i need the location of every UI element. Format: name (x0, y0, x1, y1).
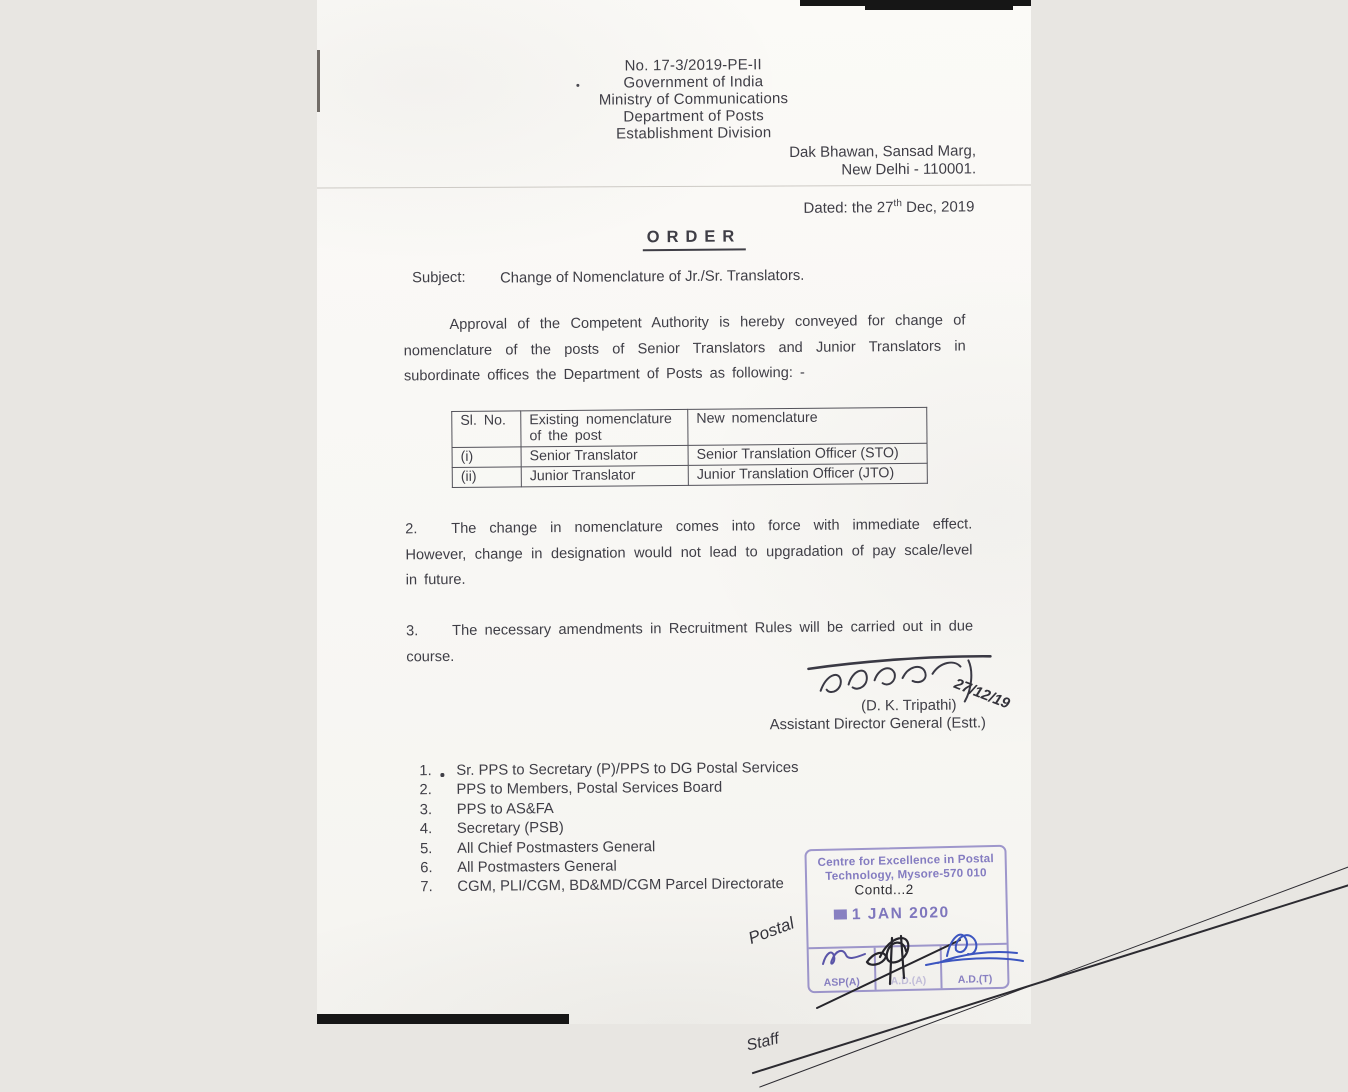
continuation-note: Contd...2 (854, 881, 914, 898)
list-item-text: CGM, PLI/CGM, BD&MD/CGM Parcel Directorate (457, 876, 784, 896)
signatory-title: Assistant Director General (Estt.) (769, 715, 987, 734)
org-line-3: Department of Posts (623, 107, 764, 126)
letter-date-prefix: Dated: the 27 (803, 199, 894, 217)
order-heading-wrap (643, 227, 746, 247)
list-item-number: 6. (420, 860, 433, 877)
paragraph-1: Approval of the Competent Authority is hereby conveyed for change of nomenclature of the posts of Senior Translators and Junior Translators in subordinate offices the Department of Posts as following: - (403, 312, 966, 385)
list-item-number: 7. (420, 879, 433, 896)
stamp-cell-label: A.D.(A) (890, 974, 927, 988)
list-item-number: 3. (419, 801, 433, 819)
ref-number: No. 17-3/2019-PE-II (624, 56, 762, 75)
letter-date-ordinal: th (893, 198, 902, 210)
list-item-text: Secretary (PSB) (456, 820, 564, 838)
paragraph-2 (405, 512, 973, 593)
order-heading: ORDER (643, 227, 746, 251)
table-row (452, 463, 927, 487)
list-item (420, 875, 799, 898)
list-item-number: 2. (419, 782, 432, 799)
handwritten-word-postal: Postal (745, 913, 797, 948)
org-line-4: Establishment Division (616, 124, 772, 143)
org-line-1: Government of India (623, 73, 764, 92)
cell-sl: (i) (452, 447, 521, 468)
nomenclature-table (451, 407, 928, 488)
handwritten-word-staff-struck: Staff (745, 871, 1348, 1055)
table-header-row (452, 407, 927, 447)
list-item-number: 4. (419, 821, 433, 838)
col-header-existing: Existing nomenclature of the post (521, 409, 688, 446)
list-item-text: All Postmasters General (457, 858, 617, 876)
stamp-received-date: 1 JAN 2020 (851, 904, 950, 924)
cell-sl: (ii) (452, 467, 521, 488)
list-item (419, 759, 798, 782)
col-header-sl: Sl. No. (452, 411, 521, 448)
cell-new: Senior Translation Officer (STO) (688, 443, 927, 465)
distribution-list (419, 759, 799, 898)
paragraph-3-number: 3. (406, 623, 419, 640)
scanned-letter-page (317, 0, 1031, 1055)
stamp-initials-scribbles (795, 912, 1031, 1024)
letter-date-suffix: Dec, 2019 (901, 198, 975, 217)
list-item-text: PPS to Members, Postal Services Board (456, 780, 723, 799)
paragraph-2-number: 2. (405, 521, 418, 538)
list-item-number: 1. (419, 763, 432, 780)
list-item-text: PPS to AS&FA (456, 800, 554, 818)
paragraph-2-text: The change in nomenclature comes into force with immediate effect. However, change in designation would not lead to upgradation of pay scale/level in future. (405, 516, 973, 589)
org-line-2: Ministry of Communications (598, 90, 789, 109)
paragraph-3-text: The necessary amendments in Recruitment Rules will be carried out in due course. (406, 618, 974, 665)
letter-date (674, 197, 974, 218)
subject-text: Change of Nomenclature of Jr./Sr. Translators. (499, 267, 805, 287)
stamp-office-line-1: Centre for Excellence in Postal (817, 852, 994, 870)
list-item-text: All Chief Postmasters General (456, 838, 656, 857)
cell-existing: Junior Translator (521, 465, 688, 486)
cell-new: Junior Translation Officer (JTO) (688, 463, 927, 485)
signature-date-handwritten: 27/12/19 (951, 675, 1013, 713)
office-address-line-2: New Delhi - 110001. (841, 160, 977, 179)
list-item-number: 5. (419, 840, 433, 857)
ink-dot-artifact (440, 773, 444, 777)
stamp-cell-label: A.D.(T) (957, 973, 993, 986)
stamp-cell-label: ASP(A) (823, 976, 860, 989)
stamp-office-line-2: Technology, Mysore-570 010 (825, 866, 987, 883)
col-header-new: New nomenclature (688, 407, 927, 445)
signatory-name: (D. K. Tripathi) (861, 697, 957, 715)
subject-label: Subject: (411, 269, 466, 287)
list-item-text: Sr. PPS to Secretary (P)/PPS to DG Postal Services (456, 759, 799, 779)
office-address-line-1: Dak Bhawan, Sansad Marg, (789, 142, 977, 162)
cell-existing: Senior Translator (521, 445, 688, 466)
